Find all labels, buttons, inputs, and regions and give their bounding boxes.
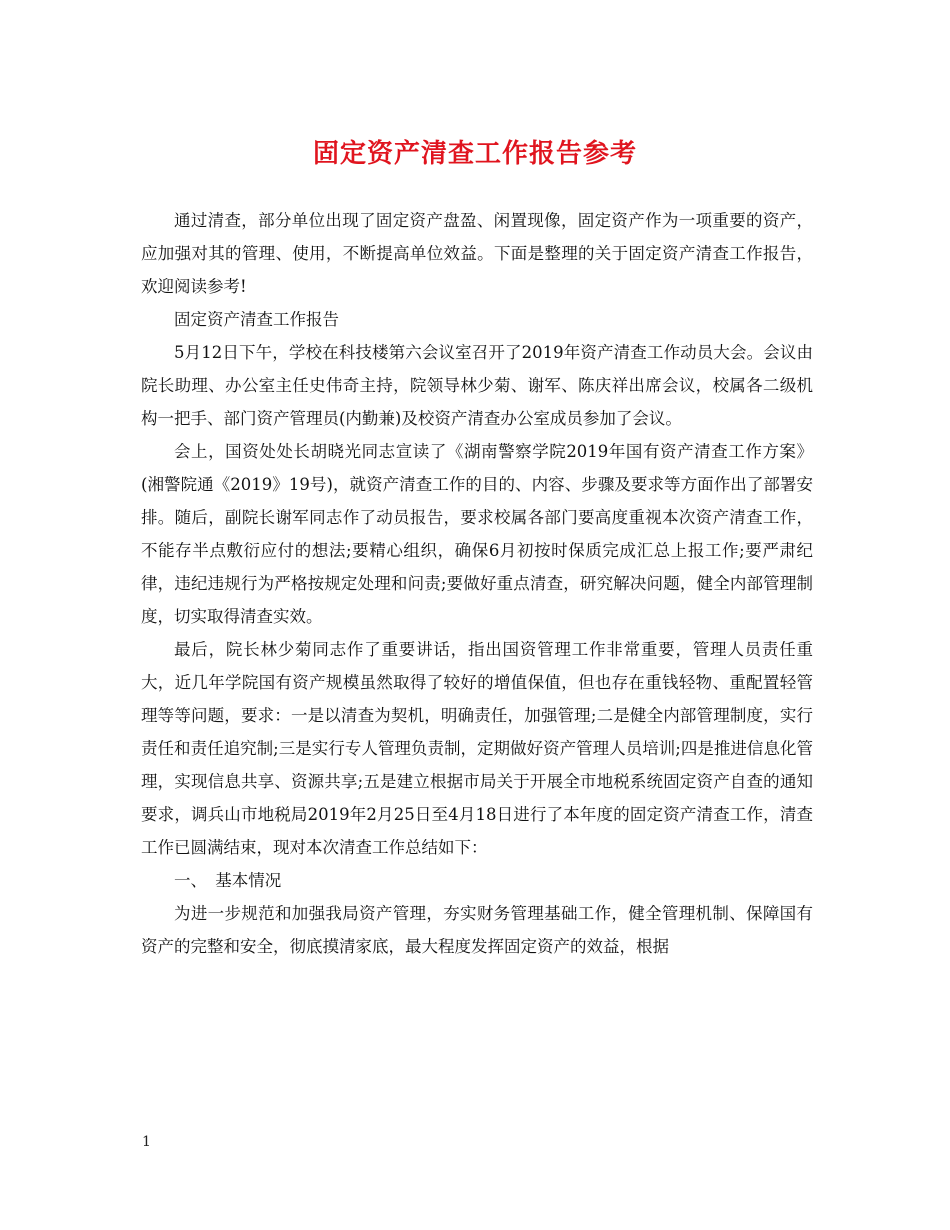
paragraph-report-heading: 固定资产清查工作报告 [174,310,339,329]
paragraph-president-speech: 最后，院长林少菊同志作了重要讲话，指出国资管理工作非常重要，管理人员责任重大，近几年学院国有资产规模虽然取得了较好的增值保值，但也存在重钱轻物、重配置轻管理等等问题，要求：一是以清查为契机，明确责任，加强管理;二是健全内部管理制度，实行责任和责任追究制;三是实行专人管理负责制，定期做好资产管理人员培训;四是推进信息化管理，实现信息共享、资源共享;五是建立根据市局关于开展全市地税系统固定资产自查的通知要求，调兵山市地税局2019年2月25日至4月18日进行了本年度的固定资产清查工作，清查工作已圆满结束，现对本次清查工作总结如下： [141,640,813,857]
section-heading-basic-situation: 一、 基本情况 [174,871,282,890]
paragraph-intro: 通过清查，部分单位出现了固定资产盘盈、闲置现像，固定资产作为一项重要的资产，应加强对其的管理、使用，不断提高单位效益。下面是整理的关于固定资产清查工作报告，欢迎阅读参考! [141,211,813,296]
paragraph-work-plan: 会上，国资处处长胡晓光同志宣读了《湖南警察学院2019年国有资产清查工作方案》(湘警院通《2019》19号)，就资产清查工作的目的、内容、步骤及要求等方面作出了部署安排。随后，副院长谢军同志作了动员报告，要求校属各部门要高度重视本次资产清查工作，不能存半点敷衍应付的想法;要精心组织，确保6月初按时保质完成汇总上报工作;要严肃纪律，违纪违规行为严格按规定处理和问责;要做好重点清查，研究解决问题，健全内部管理制度，切实取得清查实效。 [141,442,813,626]
paragraph-meeting: 5月12日下午，学校在科技楼第六会议室召开了2019年资产清查工作动员大会。会议由院长助理、办公室主任史伟奇主持，院领导林少菊、谢军、陈庆祥出席会议，校属各二级机构一把手、部门资产管理员(内勤兼)及校资产清查办公室成员参加了会议。 [141,343,813,428]
document-title: 固定资产清查工作报告参考 [312,139,637,169]
paragraph-basic-situation: 为进一步规范和加强我局资产管理，夯实财务管理基础工作，健全管理机制、保障国有资产的完整和安全，彻底摸清家底，最大程度发挥固定资产的效益，根据 [141,904,813,956]
page-number: 1 [142,1134,151,1150]
document-body [141,204,813,963]
